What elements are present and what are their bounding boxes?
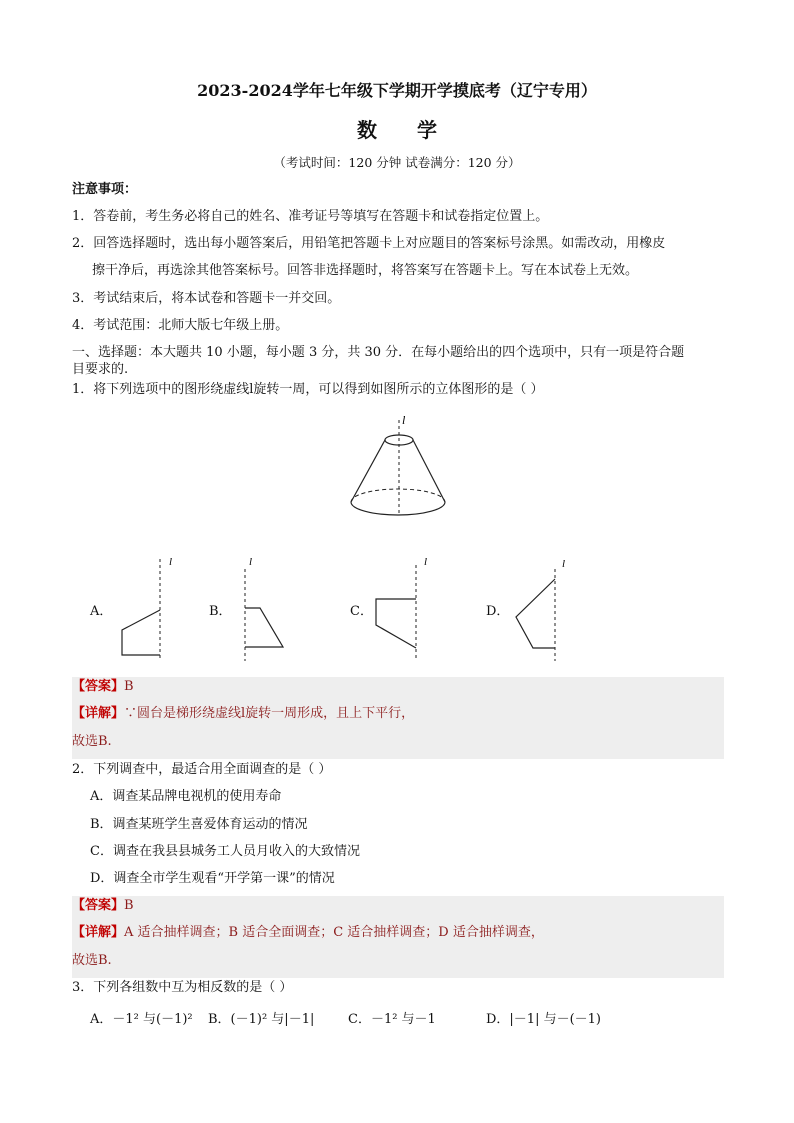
subject-title: 数学 (357, 118, 477, 142)
q1-stem: 1．将下列选项中的图形绕虚线l旋转一周，可以得到如图所示的立体图形的是（ ） (72, 382, 544, 397)
q2-option-c: C．调查在我县县城务工人员月收入的大致情况 (90, 844, 360, 859)
section-heading (72, 344, 724, 378)
q3-option-b: B．(－1)² 与|－1| (208, 1012, 315, 1027)
q1-option-b-shape (238, 555, 298, 665)
note-item-3: 3．考试结束后，将本试卷和答题卡一并交回。 (72, 291, 341, 306)
q1-detail-text: ∵圆台是梯形绕虚线l旋转一周形成，且上下平行， (124, 706, 415, 721)
svg-text:l: l (249, 556, 253, 568)
q3-option-d: D．|－1| 与－(－1) (486, 1012, 602, 1027)
q1-option-c-label: C． (350, 604, 373, 619)
q1-detail-label: 【详解】 (72, 706, 125, 721)
section-line-2: 目要求的. (72, 362, 129, 377)
q3-option-a: A．－1² 与(－1)² (90, 1012, 193, 1027)
q1-option-c-shape (372, 555, 442, 665)
notes-heading: 注意事项： (72, 182, 138, 197)
q1-answer (72, 677, 134, 697)
q2-answer (72, 896, 134, 916)
q2-option-b: B．调查某班学生喜爱体育运动的情况 (90, 817, 308, 832)
q1-detail (72, 704, 414, 724)
svg-text:l: l (169, 556, 173, 568)
section-line-1: 一、选择题：本大题共 10 小题，每小题 3 分，共 30 分．在每小题给出的四个选项中，只有一项是符合题 (72, 345, 685, 360)
note-item-4: 4．考试范围：北师大版七年级上册。 (72, 318, 289, 333)
q2-answer-box (72, 896, 724, 978)
frustum-figure (340, 410, 460, 520)
q2-option-a: A．调查某品牌电视机的使用寿命 (90, 789, 282, 804)
figure-axis-label: l (402, 413, 406, 427)
q2-detail (72, 923, 544, 943)
svg-text:l: l (562, 558, 566, 570)
q1-answer-box (72, 677, 724, 759)
q1-option-d-shape (510, 555, 570, 665)
q2-detail-label: 【详解】 (72, 925, 125, 940)
q1-option-a-label: A． (90, 604, 113, 619)
q2-detail-text: A 适合抽样调查；B 适合全面调查；C 适合抽样调查；D 适合抽样调查， (124, 925, 544, 940)
q2-stem: 2．下列调查中，最适合用全面调查的是（ ） (72, 762, 332, 777)
q3-stem: 3．下列各组数中互为相反数的是（ ） (72, 980, 293, 995)
q1-answer-label: 【答案】 (72, 679, 125, 694)
q3-option-c: C．－1² 与－1 (348, 1012, 436, 1027)
exam-info: （考试时间：120 分钟 试卷满分：120 分） (273, 155, 521, 170)
svg-text:l: l (424, 556, 428, 568)
note-item-2-cont: 擦干净后，再选涂其他答案标号。回答非选择题时，将答案写在答题卡上。写在本试卷上无效。 (92, 263, 639, 278)
q1-answer-value: B (124, 679, 134, 694)
q1-option-d-label: D． (486, 604, 510, 619)
q2-answer-value: B (124, 898, 134, 913)
q1-option-b-label: B． (209, 604, 232, 619)
q2-option-d: D．调查全市学生观看“开学第一课”的情况 (90, 871, 335, 886)
note-item-2: 2．回答选择题时，选出每小题答案后，用铅笔把答题卡上对应题目的答案标号涂黑。如需改动，用橡皮 (72, 236, 666, 251)
q2-answer-label: 【答案】 (72, 898, 125, 913)
note-item-1: 1．答卷前，考生务必将自己的姓名、准考证号等填写在答题卡和试卷指定位置上。 (72, 209, 549, 224)
q1-conclusion: 故选B. (72, 734, 112, 749)
exam-title: 2023-2024学年七年级下学期开学摸底考（辽宁专用） (197, 81, 597, 100)
q2-conclusion: 故选B. (72, 953, 112, 968)
q1-option-a-shape (118, 555, 178, 665)
